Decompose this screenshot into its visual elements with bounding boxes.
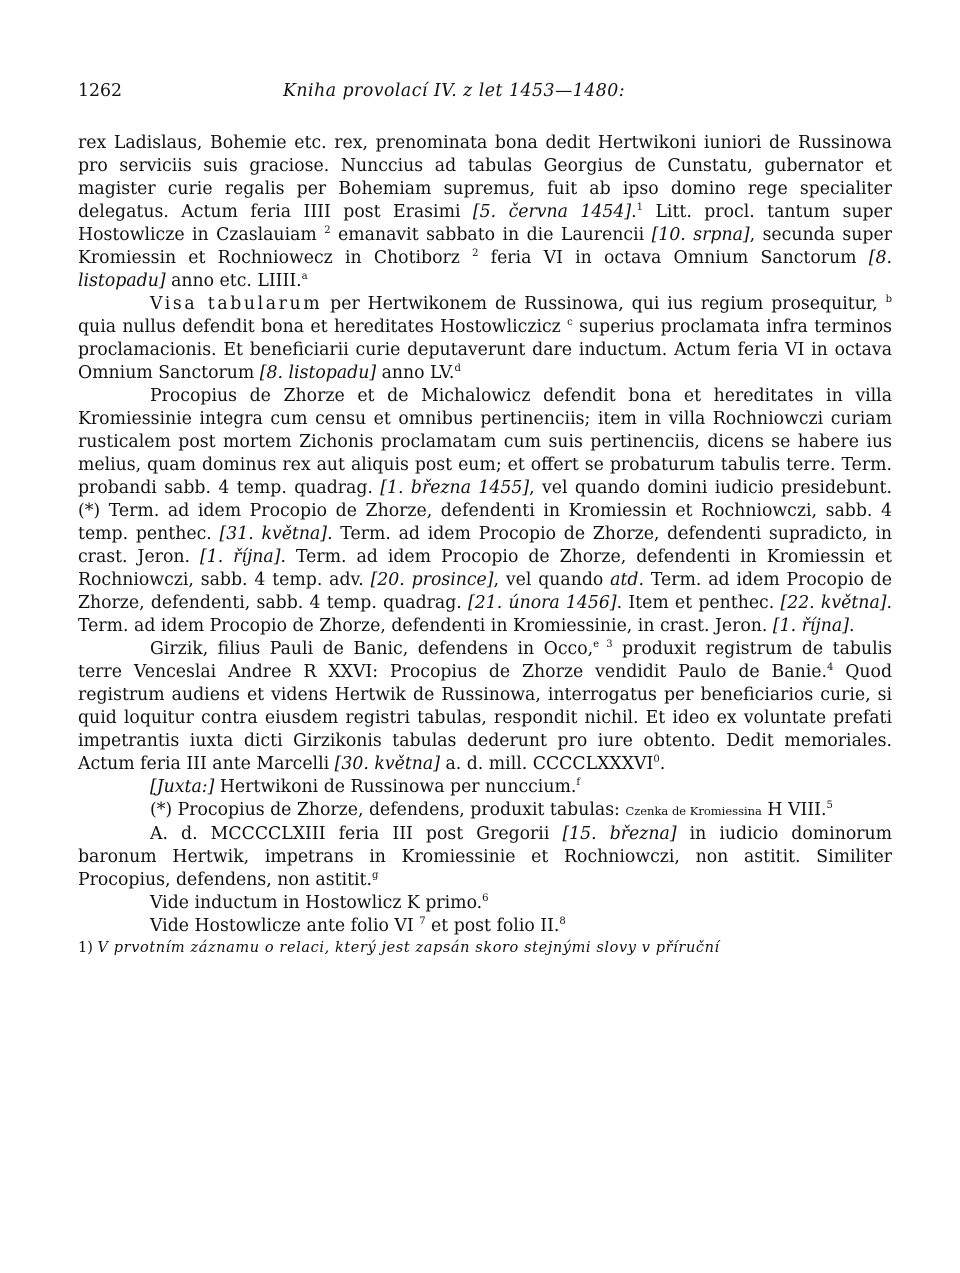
footnote-ref: 7 [419,916,426,928]
footnote-ref: 4 [826,662,834,674]
paragraph-juxta: [Juxta:] Hertwikoni de Russinowa per nunccium.$^f$ [150,777,581,797]
paragraph-girzik: Girzik, filius Pauli de Banic, defendens in Occo,$^{e 3}$ produxit registrum de tabulis terre Venceslai Andree R XXVI: Procopius de Zhorze vendidit Paulo de Banie.$^4$ Quod registrum audiens et videns Hertwik de Russinowa, interrogatus per beneficiarios curie, si quid loquitur contra eiusdem registri tabulas, respondit nichil. Et ideo ex voluntate prefati impetrantis iuxta dicti Girzikonis tabulas dederunt pro iure obtento. Dedit memoriales. Actum feria III ante Marcelli [30. května] a. d. mill. CCCCLXXXVI$^0$. [78,639,893,774]
marginal-note: Czenka de Kromiessina [625,804,762,818]
paragraph-ladislaus: rex Ladislaus, Bohemie etc. rex, prenominata bona dedit Hertwikoni iuniori de Russinowa pro serviciis suis graciose. Nunccius ad tabulas Georgius de Cunstatu, gubernator et magister curie regalis per Bohemiam supremus, fuit ab ipso domino rege specialiter delegatus. Actum feria IIII post Erasimi [5. června 1454].$^1$ Litt. procl. tantum super Hostowlicze in Czaslauiam $^2$ emanavit sabbato in die Laurencii [10. srpna], secunda super Kromiessin et Rochniowecz in Chotiborz $^2$ feria VI in octava Omnium Sanctorum [8. listopadu] anno etc. LIIII.$^a$ [78,133,892,291]
note-ref: e 3 [593,639,613,651]
superscript-zero: 0 [653,754,660,766]
footnote-1 [78,938,892,958]
paragraph-mcccclxiii: A. d. MCCCCLXIII feria III post Gregorii [15. března] in iudicio dominorum baronum Hertwik, impetrans in Kromiessinie et Rochniowczi, non astitit. Similiter Procopius, defendens, non astitit.$^g$ [78,824,893,890]
footnote-ref: 1 [636,202,644,214]
document-page [78,80,892,958]
paragraph-procopius-defendit: Procopius de Zhorze et de Michalowicz defendit bona et hereditates in villa Kromiessinie integra cum censu et omnibus pertinenciis; item in villa Rochniowczi curiam rusticalem post mortem Zichonis proclamatam cum suis pertinenciis, dicens se habere ius melius, quam dominus rex aut aliquis post eum; et offert se probaturum tabulis terre. Term. probandi sabb. 4 temp. quadrag. [1. března 1455], vel quando domini iudicio presidebunt. (*) Term. ad idem Procopio de Zhorze, defendenti in Kromiessin et Rochniowczi, sabb. 4 temp. penthec. [31. května]. Term. ad idem Procopio de Zhorze, defendenti supradicto, in crast. Jeron. [1. října]. Term. ad idem Procopio de Zhorze, defendenti in Kromiessin et Rochniowczi, sabb. 4 temp. adv. [20. prosince], vel quando atd. Term. ad idem Procopio de Zhorze, defendenti, sabb. 4 temp. quadrag. [21. února 1456]. Item et penthec. [22. května]. Term. ad idem Procopio de Zhorze, defendenti in Kromiessinie, in crast. Jeron. [1. října]. [78,386,893,636]
paragraph-procopius-tabulas: (*) Procopius de Zhorze, defendens, produxit tabulas: Czenka de Kromiessina H VIII.$^5$ [150,800,833,820]
footnote-ref: 6 [482,893,489,905]
page-number: 1262 [78,81,122,101]
note-ref: a [301,271,308,283]
running-title: Kniha provolací IV. z let 1453—1480: [283,81,626,101]
paragraph-visa-tabularum: Visa tabularum per Hertwikonem de Russinowa, qui ius regium prosequitur, $^b$ quia nullus defendit bona et hereditates Hostowliczicz $^c$ superius proclamata infra terminos proclamacionis. Et beneficiarii curie deputaverunt dare inductum. Actum feria VI in octava Omnium Sanctorum [8. listopadu] anno LV.$^d$ [78,294,892,383]
footnote-ref: 2 [472,248,479,260]
note-ref: b [885,294,892,306]
page-header [78,80,892,106]
footnote-ref: 5 [826,800,833,812]
note-ref: f [576,777,581,789]
paragraph-vide-inductum: Vide inductum in Hostowlicz K primo.$^6$ [150,893,489,913]
note-ref: d [454,363,461,375]
note-ref: g [371,870,379,882]
footnote-label: 1) [78,940,93,956]
note-ref: c [567,317,573,329]
footnote-text: V prvotním záznamu o relaci, který jest zapsán skoro stejnými slovy v příruční [97,940,720,956]
footnote-ref: 8 [559,916,566,928]
paragraph-vide-hostowlicze: Vide Hostowlicze ante folio VI $^7$ et post folio II.$^8$ [150,916,566,936]
footnote-ref: 2 [324,225,331,237]
